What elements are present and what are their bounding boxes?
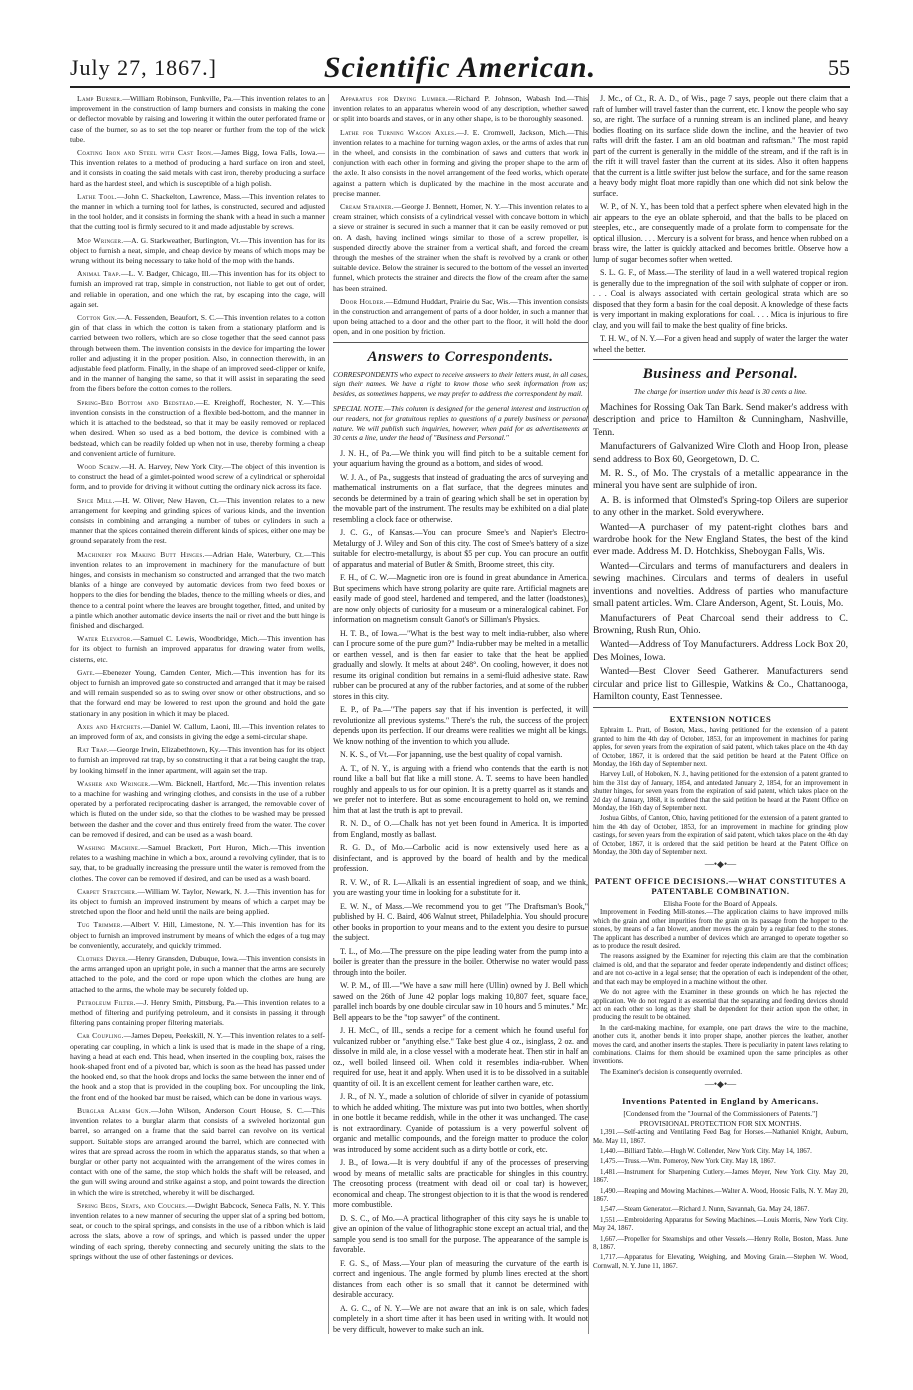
invention-item-title: Gate. xyxy=(77,667,96,677)
invention-item-title: Apparatus for Drying Lumber. xyxy=(340,94,449,103)
invention-item xyxy=(70,313,325,395)
invention-item-title: Mop Wringer. xyxy=(77,235,124,245)
answer-item: A. G. C., of N. Y.—We are not aware that an ink is on sale, which fades completely in a short time after it has been used in writing with. It would not be very difficult, however to make such an ink. xyxy=(333,1303,588,1334)
england-protection-note: PROVISIONAL PROTECTION FOR SIX MONTHS. xyxy=(639,1119,802,1129)
extension-notice: Joshua Gibbs, of Canton, Ohio, having petitioned for the extension of a patent granted to him the 4th day of October, 1853, for an improvement in machine for grinding plow castings, for seven years from the expiration of said patent, which takes place on the 4th day of October, 1867, it is ordered that the said petition be heard at the Patent Office on Monday, the 30th day of September next. xyxy=(593,815,848,857)
invention-item-text: —E. Kreighoff, Rochester, N. Y.—This invention consists in the construction of a flexible bed-bottom, and the manner in which it is attached to the bedstead, so that it may be easily removed or replaced when desired. When so used as a bed bottom, the device is combined with a bedstead, which can be readily folded up when not in use, thereby forming a cheap and convenient article of furniture. xyxy=(70,397,325,458)
invention-item-text: —A. G. Starkweather, Burlington, Vt.—This invention has for its object to furnish a neat, simple, and cheap device by means of which mops may be wrung without its being necessary to take hold of the mop with the hands. xyxy=(70,235,325,266)
answer-item: E. P., of Pa.—"The papers say that if his invention is perfected, it will revolutionize all previous systems." There's the rub, the success of the project depends upon its perfection. If our dreams were realities we might all be kings. We know nothing of the invention to which you allude. xyxy=(333,705,588,746)
invention-item xyxy=(70,779,325,840)
invention-item-title: Water Elevator. xyxy=(77,634,133,644)
invention-item xyxy=(70,634,325,665)
invention-item xyxy=(70,398,325,459)
invention-item xyxy=(70,1106,325,1198)
answer-item: H. T. B., of Iowa.—"What is the best way to melt india-rubber, also where can I procure some of the pure gum?" India-rubber may be melted in a metallic or earthen vessel, and is then far easier to take that the heat be applied gradually and slowly. It melts at about 248°. On cooling, however, it does not resume its original condition but remains in a semi-fluid adhesive state. Raw rubber can be procured at any of the rubber factories, and at some of the rubber stores in this city. xyxy=(333,628,588,701)
invention-item-text: —John C. Shackelton, Lawrence, Mass.—This invention relates to the manner in which a turning tool for lathes, is constructed, secured and adjusted in the tool holder, and it consists in forming the shank with a head in such a manner that the cutting tool is firmly secured to it and made adjustable by screws. xyxy=(70,191,326,232)
invention-item-text: —William Robinson, Funkville, Pa.—This invention relates to an improvement in the construction of lamp burners and consists in making the cone or deflector movable by raising and lowering it within the outer perforated frame or case of the burner, so as to set the top nearer or further from the top of the wick tube. xyxy=(70,94,325,144)
invention-item xyxy=(333,128,588,199)
invention-item xyxy=(70,745,325,776)
decisions-heading: PATENT OFFICE DECISIONS.—WHAT CONSTITUTES A PATENTABLE COMBINATION. xyxy=(594,876,847,897)
business-rate-note: The charge for insertion under this head is 30 cents a line. xyxy=(634,387,807,396)
answers-special-note: SPECIAL NOTE.—This column is designed for the general interest and instruction of our readers, not for gratuitous replies to questions of a purely business or personal nature. We will publish such inquiries, however, when paid for as advertisements at 30 cents a line, under the head of "Business and Personal." xyxy=(333,404,588,443)
answers-heading: Answers to Correspondents. xyxy=(367,348,554,365)
invention-item xyxy=(70,94,325,145)
england-heading: Inventions Patented in England by Americans. xyxy=(622,1096,819,1107)
answer-item: R. G. D., of Mo.—Carbolic acid is now extensively used here as a disinfectant, and is approved by the board of health and by the medical profession. xyxy=(333,843,588,874)
business-item: Wanted—Address of Toy Manufacturers. Address Lock Box 20, Des Moines, Iowa. xyxy=(593,639,848,663)
answer-item: W. J. A., of Pa., suggests that instead of graduating the arcs of surveying and mathematical instruments on a flat surface, that the degrees minutes and seconds be determined by a train of gearing which shall be set in operation by the movable part of the instrument. The results may be exhibited on a dial plate resembling a clock face or otherwise. xyxy=(333,472,588,524)
section-rule xyxy=(333,342,588,343)
invention-item-text: —J. Henry Smith, Pittsburg, Pa.—This invention relates to a method of filtering and purifying petroleum, and it consists in passing it through filtering pans containing proper filtering materials. xyxy=(70,997,325,1028)
invention-item-text: —Wm. Bicknell, Hartford, Mc.—This invention relates to a machine for washing and wringing clothes, and consists in the use of a rubber operated by a perforated reciprocating dasher is arranged, the removable cover of which is fluted on the under side, so that the clothes to be washed may be pressed between the dasher and the cover and thus entirely freed from the water. The cover can be removed if desired, and can be used as a wash board. xyxy=(70,778,325,839)
business-item: Machines for Rossing Oak Tan Bark. Send maker's address with description and price to Hamilton & Cunningham, Nashville, Tenn. xyxy=(593,402,848,438)
invention-item xyxy=(70,998,325,1029)
invention-item xyxy=(333,94,588,125)
invention-item-title: Lamp Burner. xyxy=(77,94,123,103)
column-divider xyxy=(328,94,329,1334)
business-item: Wanted—A purchaser of my patent-right clothes bars and wardrobe hook for the New England States, the best of the kind ever made. Address M. D. Hotchkiss, Sheboygan Falls, Wis. xyxy=(593,521,848,558)
section-rule xyxy=(593,359,848,360)
invention-item xyxy=(70,722,325,742)
business-item: Wanted—Circulars and terms of manufacturers and dealers in sewing machines. Circulars and terms of dealers in useful inventions and novelties. Address of parties who manufacture small patent articles. Wm. Clare Anderson, Agent, St. Louis, Mo. xyxy=(593,560,848,610)
england-patent: 1,547.—Steam Generator.—Richard J. Nunn, Savannah, Ga. May 24, 1867. xyxy=(600,1206,810,1214)
invention-item-title: Lathe for Turning Wagon Axles. xyxy=(340,127,457,137)
invention-item-text: —James Bigg, Iowa Falls, Iowa.—This invention relates to a method of producing a hard surface on iron and steel, and it consists in coating the said metals with cast iron, thereby producing a surface hard as the hardest steel, and which is susceptible of a high polish. xyxy=(70,148,325,188)
england-patent: 1,481.—Instrument for Sharpening Cutlery.—James Meyer, New York City. May 20, 1867. xyxy=(593,1168,848,1185)
answer-item: E. W. N., of Mass.—We recommend you to get "The Draftsman's Book," published by H. C. Baird, 406 Walnut street, Philadelphia. You should procure other books in proportion to your means and to the extent you desire to pursue the subject. xyxy=(333,901,588,943)
answer-item: J. C. G., of Kansas.—You can procure Smee's and Napier's Electro-Metalurgy of J. Wiley and Son of this city. The cost of Smee's battery of a size suitable for electro-metallurgy, is about $5 per cup. You can procure an outfit of apparatus and material of Butler & Smith, Broome street, this city. xyxy=(333,528,588,569)
answer-item: N. K. S., of Vt.—For japanning, use the best quality of copal varnish. xyxy=(340,750,563,760)
answer-item: R. V. W., of R. I.—Alkali is an essential ingredient of soap, and we think, you are wasting your time in looking for a substitute for it. xyxy=(333,877,588,898)
invention-item-title: Clothes Dryer. xyxy=(77,954,129,964)
invention-item-title: Animal Trap. xyxy=(77,269,121,279)
invention-item-title: Tug Trimmer. xyxy=(77,920,123,930)
invention-item-title: Spring-Bed Bottom and Bedstead. xyxy=(77,397,196,407)
business-heading: Business and Personal. xyxy=(642,366,799,382)
invention-item-text: —L. V. Badger, Chicago, Ill.—This invention has for its object to furnish an improved rat trap, simple in construction, not liable to get out of order, and reliable in operation, and one which the rat, by escaping into the cage, will again set. xyxy=(70,269,325,309)
header-rule xyxy=(70,86,850,88)
invention-item xyxy=(70,496,325,547)
section-rule xyxy=(593,707,848,708)
invention-item xyxy=(70,920,325,951)
business-item: Manufacturers of Peat Charcoal send their address to C. Browning, Rush Run, Ohio. xyxy=(593,612,848,636)
invention-item-title: Cream Strainer. xyxy=(340,202,394,212)
invention-item-text: —H. A. Harvey, New York City.—The object of this invention is to construct the head of a gimlet-pointed wood screw of a cylindrical or spheroidal form, and to provide for driving it without cutting the ordinary nick across its face. xyxy=(70,461,325,492)
column-divider xyxy=(588,94,589,1334)
invention-item-title: Carpet Stretcher. xyxy=(77,886,138,896)
page-number: 55 xyxy=(828,55,850,80)
answer-item: J. H. McC., of Ill., sends a recipe for a cement which he found useful for vulcanized rubber or "anything else." Take best glue 4 oz., isinglass, 2 oz. and dissolve in mild ale, in a close vessel with a moderate heat. Then stir in half an oz., well boiled linseed oil. When cold it resembles india-rubber. When required for use, heat it and apply. When used it is to be dissolved in a suitable quantity of oil. It is an excellent cement for leather carthen ware, etc. xyxy=(333,1026,588,1088)
answer-item: R. N. D., of O.—Chalk has not yet been found in America. It is imported from England, mostly as ballast. xyxy=(333,819,588,839)
business-item: M. R. S., of Mo. The crystals of a metallic appearance in the mineral you have sent are sulphide of iron. xyxy=(593,468,848,492)
invention-item xyxy=(70,843,325,884)
answer-item: J. R., of N. Y., made a solution of chloride of silver in cyanide of potassium to which he added whiting. The mixture was put into two bottles, when shortly in one bottle it became reddish, while in the other it was unchanged. The case is not extraordinary. Cyanide of potassium is a very powerful solvent of organic and metallic compounds, and the foreign matter to produce the color was introduced by some accident such as a dirty bottle or cork, etc. xyxy=(333,1092,588,1154)
invention-item xyxy=(70,462,325,493)
decision-paragraph: The reasons assigned by the Examiner for rejecting this claim are that the combination claimed is old, and that the separator and feeder operate independently and distinct offices; and are not co-active in a legal sense; that the operation of each is independent of the other, and that each may be employed in a machine without the other. xyxy=(593,953,848,986)
invention-item-title: Cotton Gin. xyxy=(77,313,118,323)
invention-item-text: —Adrian Hale, Waterbury, Ct.—This invention relates to an improvement in machinery for the manufacture of butt hinges, and consists in mechanism so constructed and arranged that the two match blanks of a hinge are conveyed by automatic devices from two feed boxes or hoppers to the dies for bending the blades, thence to the milling wheels or dies, and thence to a central point where the leaves are brought together, fitted, and united by a pintle which another automatic device inserts the nail or rivet and the butt hinge is finished and discharged. xyxy=(70,549,325,630)
column-inventions xyxy=(70,94,325,1265)
answer-item: J. B., of Iowa.—It is very doubtful if any of the processes of preserving wood by means of metallic salts are practicable for shingles in this country. The creosoting process (treatment with dead oil or coal tar) is however, economical and cheap. The strongest objection to it is that the wood is rendered more combustible. xyxy=(333,1158,588,1210)
invention-item-title: Door Holder. xyxy=(340,296,386,306)
invention-item-title: Petroleum Filter. xyxy=(77,997,136,1007)
decision-paragraph: Improvement in Feeding Mill-stones.—The application claims to have improved mills which the grain and other impurities from the grain on its passage from the hopper to the stones, by means of a fan blower, another moves the grain by a regular feed to the stones. The applicant has described a number of devices which are arranged to operate together so as to produce the result desired. xyxy=(593,909,848,951)
business-item: Manufacturers of Galvanized Wire Cloth and Hoop Iron, please send address to Box 60, Georgetown, D. C. xyxy=(593,441,848,465)
invention-item-title: Washer and Wringer. xyxy=(77,778,151,788)
invention-item-text: —J. E. Cromwell, Jackson, Mich.—This invention relates to a machine for turning wagon axles, or the arms of axles that run in the wheel, and consists in the combination of saws and cutters that work in conjunction with each other in forming and giving the proper shape to the arm of the axle. It also consists in the novel arrangement of the feed works, which operate against a pattern which is duplicated by the machine in the most accurate and precise manner. xyxy=(333,127,588,198)
invention-item-title: Lathe Tool. xyxy=(77,191,117,201)
invention-item-text: —Henry Gransden, Dubuque, Iowa.—This invention consists in the arms arranged upon an upright pole, in such a manner that the arms are securely attached to the pole, and the cord or rope upon which the clothes are hung are attached to the arms, the whole may be securely folded up. xyxy=(70,954,325,994)
invention-item xyxy=(70,148,325,189)
invention-item-text: —Edmund Huddart, Prairie du Sac, Wis.—This invention consists in the construction and arrangement of parts of a door holder, in such a manner that upon being attached to a door and the other part to the floor, it will hold the door open, and in one position by friction. xyxy=(333,296,588,337)
answers-note: CORRESPONDENTS who expect to receive answers to their letters must, in all cases, sign their names. We have a right to know those who seek information from us; besides, as sometimes happens, we may prefer to address the correspondent by mail. xyxy=(333,369,588,398)
invention-item xyxy=(70,192,325,233)
invention-item xyxy=(70,668,325,719)
invention-item-text: —Samuel Brackett, Port Huron, Mich.—This invention relates to a washing machine in which a box, around a revolving cylinder, that is to say, that, to be gradually increasing the pressure until the water is removed from the clothes. The cover can be removed if desired, and can be used as a wash board. xyxy=(70,843,325,883)
invention-item-title: Coating Iron and Steel with Cast Iron. xyxy=(77,148,214,158)
invention-item xyxy=(70,1031,325,1102)
invention-item xyxy=(70,887,325,918)
answer-item: F. H., of C. W.—Magnetic iron ore is found in great abundance in America. But specimens which have strong polarity are quite rare. Artificial magnets are easily made of good steel, hardened and tempered, and the latter (loadstones), are now only objects of curiosity for a museum or a mineralogical cabinet. For information on magnetism consult Ganot's or Silliman's Physics. xyxy=(333,573,588,625)
invention-item-title: Washing Machine. xyxy=(77,843,141,853)
england-patent: 1,551.—Embroidering Apparatus for Sewing Machines.—Louis Morris, New York City. May 24, 1867. xyxy=(593,1216,848,1233)
answer-item: A. T., of N. Y., is arguing with a friend who contends that the earth is not round like a ball but flat like a mill stone. A. T. seems to have been handled roughly and appeals to us for our opinion. It is a pretty quarrel as it stands and we prefer not to interfere. But as some encouragement to hold on, we remind him that at last the truth is apt to prevail. xyxy=(333,763,588,815)
masthead: Scientific American. xyxy=(323,51,597,84)
extension-notice: Harvey Lull, of Hoboken, N. J., having petitioned for the extension of a patent granted to him the 31st day of January, 1854, and antedated January 2, 1854, for an improvement in shutter hinges, for seven years from the expiration of said patent, which takes place on the 2d day of January, 1868, it is ordered that the said petition be heard at the Patent Office on Monday, the 16th day of September next. xyxy=(593,771,848,812)
answer-item: W. P., of N. Y., has been told that a perfect sphere when elevated high in the air appears to the eye an oblate spheroid, and that the balls to be placed on steeples, etc., are consequently made of a prolate form to compensate for the optical illusion. . . . Mercury is a solvent for brass, and hence when rubbed on a brass wire, the latter is quickly attacked and becomes brittle. Observe how a lump of sugar becomes softer when wetted. xyxy=(593,202,848,264)
invention-item-text: —Richard P. Johnson, Wabash Ind.—This invention relates to an apparatus wherein wood of any description, whether sawed or split into boards and staves, or in any other shape, is to be thoroughly seasoned. xyxy=(333,94,589,124)
england-condensed-note: [Condensed from the "Journal of the Commissioners of Patents."] xyxy=(623,1109,818,1119)
invention-item-title: Spring Beds, Seats, and Couches. xyxy=(77,1200,188,1210)
invention-item-text: —William W. Taylor, Newark, N. J.—This invention has for its object to furnish an improved instrument by means of which a carpet may be stretched upon the floor and held until the nails are being applied. xyxy=(70,886,326,917)
answer-item: D. S. C., of Mo.—A practical lithographer of this city says he is unable to give an opinion of the value of lithographic stone except an actual trial, and the sample you send is too small for the purpose. The appearance of the sample is favorable. xyxy=(333,1213,588,1255)
ornament-divider: —•◆•— xyxy=(704,1079,737,1090)
invention-item-title: Spice Mill. xyxy=(77,495,115,505)
answer-item: T. L., of Mo.—The pressure on the pipe leading water from the pump into a boiler is greater than the pressure in the boiler. Otherwise no water would pass through into the boiler. xyxy=(333,946,588,977)
england-patent: 1,440.—Billiard Table.—Hugh W. Collender, New York City. May 14, 1867. xyxy=(600,1147,812,1155)
answer-item: S. L. G. F., of Mass.—The sterility of laud in a well watered tropical region is generally due to the impregnation of the soil with sulphate of copper or iron. . . . Coal is always associated with certain geological strata which are so disposed that they form a basin for the coal deposit. A knowledge of these facts is very important in making explorations for coal. . . . Mica is injurious to fire clay, and you will fail to make the best quality of fine bricks. xyxy=(593,268,848,330)
england-patent: 1,490.—Reaping and Mowing Machines.—Walter A. Wood, Hoosic Falls, N. Y. May 20, 1867. xyxy=(593,1187,848,1203)
decision-paragraph: The Examiner's decision is consequently overruled. xyxy=(600,1068,743,1076)
invention-item-title: Burglar Alarm Gun. xyxy=(77,1105,152,1115)
decision-paragraph: In the card-making machine, for example, one part draws the wire to the machine, another cuts it, another bends it into proper shape, another pierces the leather, another moves the card, and another inserts the staples. There is peculiarity in patent laws relating to combinations. Claims for them should be examined upon the same principles as other inventions. xyxy=(593,1024,848,1066)
answer-item: F. G. S., of Mass.—Your plan of measuring the curvature of the earth is correct and ingenious. The angle formed by plumb lines erected at the short distances from each other is so small that it cannot be determined with desirable accuracy. xyxy=(333,1258,588,1300)
england-patent: 1,391.—Self-acting and Ventilating Feed Bag for Horses.—Nathaniel Knight, Auburn, Me. May 11, 1867. xyxy=(593,1129,848,1145)
answer-item: T. H. W., of N. Y.—For a given head and supply of water the larger the water wheel the better. xyxy=(593,334,848,354)
invention-item-text: —Ebenezer Young, Camden Center, Mich.—This invention has for its object to furnish an improved gate so constructed and arranged that it may be raised and will remain suspended so as to swing over snow or other obstructions, and so that the forward end may be lowered to rest upon the ground and hold the gate stationary in any position in which it may be placed. xyxy=(70,667,325,718)
invention-item-title: Machinery for Making Butt Hinges. xyxy=(77,549,205,559)
decisions-author: Elisha Foote for the Board of Appeals. xyxy=(663,899,778,909)
invention-item-text: —Albert V. Hill, Limestone, N. Y.—This invention has for its object to furnish an improved instrument by means of which the edges of a tug may be conveniently, accurately, and quickly trimmed. xyxy=(70,920,325,950)
invention-item-title: Axes and Hatchets. xyxy=(77,721,143,731)
invention-item xyxy=(70,954,325,995)
invention-item-text: —James Depeu, Peekskill, N. Y.—This invention relates to a self-operating car coupling, in which a link is used that is made in the shape of a ring, having a head at each end. This head, when inserted in the coupling box, raises the hook-shaped front end of a pivoted bar, which is soon as the head has passed under the hooked end, so that the hook drops and locks the same between the inner end of the hook and a stop that is provided in the coupling box. For uncoupling the link, the front end of the hooked bar must be raised, which can be done in various ways. xyxy=(70,1031,326,1102)
invention-item xyxy=(70,236,325,267)
column-answers xyxy=(333,94,588,1338)
invention-item-text: —H. W. Oliver, New Haven, Ct.—This invention relates to a new arrangement for keeping and grinding spices of various kinds, and the invention consists in combining and arranging a number of tubes or cylinders in such a manner that the spices contained therein different kinds of spices, either one may be ground separately from the rest. xyxy=(70,495,326,546)
england-patent: 1,475.—Truss.—Wm. Pomeroy, New York City. May 18, 1867. xyxy=(600,1158,776,1166)
invention-item-text: —John Wilson, Anderson Court House, S. C.—This invention relates to a burglar alarm that consists of a swiveled horizontal gun barrel, so arranged on a frame that the said barrel can revolve on its vertical support. Suitable stops are arranged around the barrel, which are connected with wires that are spread across the room in which the apparatus stands, so that when a burglar or other party not acquainted with the arrangement of the wires comes in contact with one of the same, the stop which holds the shaft will be released, and the gun will swing around and strike against a stop, and point towards the direction in which the wire is stretched, whereby it will be discharged. xyxy=(70,1105,325,1197)
column-business xyxy=(593,94,848,1273)
extension-notice: Ephraim L. Pratt, of Boston, Mass., having petitioned for the extension of a patent granted to him the 4th day of October, 1853, for an improvement in machines for paring apples, for seven years from the expiration of said patent, which takes place on the 4th day of October, 1867, it is ordered that the said petition be heard at the Patent Office on Monday, the 16th day of September next. xyxy=(593,727,848,768)
england-patent: 1,717.—Apparatus for Elevating, Weighing, and Moving Grain.—Stephen W. Wood, Cornwall, N. Y. June 11, 1867. xyxy=(593,1254,848,1270)
issue-date: July 27, 1867.] xyxy=(70,55,217,80)
invention-item-text: —Dwight Babcock, Seneca Falls, N. Y. This invention relates to a new manner of securing the upper slat of a spring bed bottom, seat, or couch to the spiral springs, and consists in the use of a ribbon which is laid across the slats, above a row of springs, and which is passed under the upper winding of each spring, thereby connecting and securely uniting the slats to the springs without the use of other fastenings or devices. xyxy=(70,1200,325,1261)
business-item: Wanted—Best Clover Seed Gatherer. Manufacturers send circular and price list to Gillespie, Watkins & Co., Chattanooga, Hamilton county, East Tennessee. xyxy=(593,666,848,702)
invention-item-text: —George Irwin, Elizabethtown, Ky.—This invention has for its object to furnish an improved rat trap, by so constructing it that a rat being caught the trap, by looking himself in the inner apartment, will again set the trap. xyxy=(70,745,325,775)
england-patent: 1,667.—Propeller for Steamships and other Vessels.—Henry Rolle, Boston, Mass. June 8, 1867. xyxy=(593,1235,848,1252)
decision-paragraph: We do not agree with the Examiner in these grounds on which he has rejected the application. We do not regard it as essential that the separating and feeding devices should act on each other so long as they shall be dependent for their action upon the other, in producing the result to be obtained. xyxy=(593,989,848,1022)
answer-item: W. P. M., of Ill.—"We have a saw mill here (Ullin) owned by J. Bell which sawed on the 26th of June 42 poplar logs making 10,807 feet, square face, parallel inch boards by one double circular saw in 10 hours and 5 minutes." Mr. Bell appears to be the "top sawyer" of the continent. xyxy=(333,981,588,1022)
invention-item-text: —Daniel W. Callum, Laoni, Ill.—This invention relates to an improved form of ax, and consists in giving the edge a semi-circular shape. xyxy=(70,721,325,741)
invention-item-text: —George J. Bennett, Homer, N. Y.—This invention relates to a cream strainer, which consists of a cylindrical vessel with concave bottom in which a sieve or strainer is secured in such a manner that it can be easily removed or put on. A dash, having inclined wings similar to those of a screw propeller, is suspended directly above the strainer from a vertical shaft, and forced the cream through the meshes of the strainer when the shaft is revolved by a crank or other suitable device. Below the strainer is secured to the bottom of the vessel an inverted funnel, which protects the strainer and directs the flow of the cream after the same has been strained. xyxy=(333,202,588,293)
invention-item xyxy=(70,269,325,310)
invention-item xyxy=(70,1201,325,1262)
invention-item xyxy=(70,550,325,632)
invention-item xyxy=(333,297,588,338)
ornament-divider: —•◆•— xyxy=(704,859,737,870)
invention-item xyxy=(333,202,588,294)
business-item: A. B. is informed that Olmsted's Spring-top Oilers are superior to any other in the market. Sold everywhere. xyxy=(593,494,848,519)
invention-item-text: —A. Fessenden, Beaufort, S. C.—This invention relates to a cotton gin of that class in which the cotton is taken from a stationary platform and is carried between two rollers, which are so close together that the seed cannot pass through between them. The invention consists in the device for imparting the lower roller and adjusting it in the proper position. Also, in connection therewith, in an adjustable feed platform. Finally, in the shape of an improved seed-clipper or knife, and in the manner of hanging the same, so that it will assist in separating the seed from the fibers before the cotton comes to the rollers. xyxy=(70,313,326,394)
extension-heading: EXTENSION NOTICES xyxy=(669,714,772,725)
invention-item-title: Wood Screw. xyxy=(77,461,122,471)
invention-item-title: Rat Trap. xyxy=(77,745,110,755)
answer-item: J. Mc., of Ct., R. A. D., of Wis., page 7 says, people out there claim that a raft of lumber will travel faster than the current, etc. I know the people who say so, are right. The surface of a running stream is an inclined plane, and heavy bodies floating on its surface slide down the incline, and the heavier of two rafts will drift the faster. I am an old boatman and raftsman." The most rapid part of the current is generally in the middle of the stream, and if the raft is in the rift it will travel faster than the current at its sides. Also it often happens that the current is a little swifter just below the surface, and for the same reason a heavy body might float more rapidly than one which did not sink below the surface. xyxy=(593,94,848,198)
answer-item: J. N. H., of Pa.—We think you will find pitch to be a suitable cement for your aquarium having the ground as a bottom, and sides of wood. xyxy=(333,448,588,469)
invention-item-text: —Samuel C. Lewis, Woodbridge, Mich.—This invention has for its object to furnish an improved apparatus for drawing water from wells, cisterns, etc. xyxy=(70,634,325,664)
invention-item-title: Car Coupling. xyxy=(77,1031,124,1041)
